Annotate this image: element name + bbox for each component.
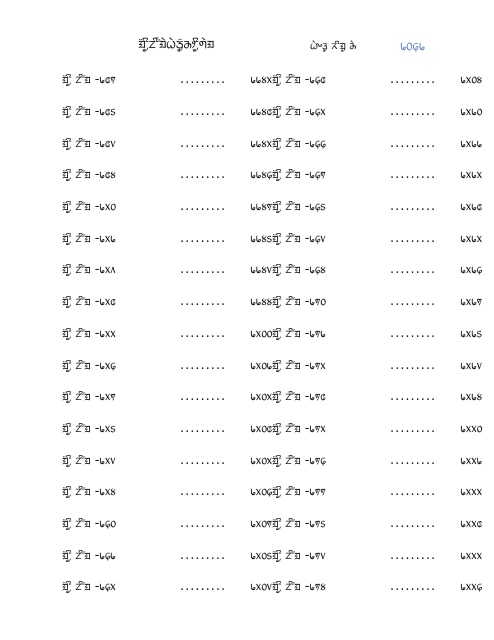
index-entry [272, 381, 482, 413]
entry-leader: ......... [180, 104, 227, 120]
entry-name: ᤀᤡᤢ᤺ ᤁᤡ᤺ᤀ -᥇᥏᥌ [272, 452, 326, 468]
entry-page: ᥇᥇᥍᥊ [250, 72, 272, 88]
entry-page: ᥇᥊᥇᥆ [460, 104, 482, 120]
entry-name: ᤀᤡᤢ᤺ ᤁᤡ᤺ᤀ -᥇᥌᥊ [272, 104, 326, 120]
entry-name: ᤀᤡᤢ᤺ ᤁᤡ᤺ᤀ -᥇᥌᥍ [272, 262, 326, 278]
entry-leader: ......... [390, 325, 437, 341]
entry-leader: ......... [180, 484, 227, 500]
entry-page: ᥇᥊᥊᥊ [460, 547, 482, 563]
index-entry [272, 476, 482, 508]
entry-name: ᤀᤡᤢ᤺ ᤁᤡ᤺ᤀ -᥇᥊᥎ [62, 452, 116, 468]
entry-name: ᤀᤡᤢ᤺ ᤁᤡ᤺ᤀ -᥇᥏᥇ [272, 325, 326, 341]
index-entry [272, 286, 482, 318]
entry-page: ᥇᥊᥇᥍ [460, 389, 482, 405]
index-entry [272, 413, 482, 445]
entry-page: ᥇᥊᥊᥊ [460, 484, 482, 500]
index-entry [62, 571, 272, 603]
entry-name: ᤀᤡᤢ᤺ ᤁᤡ᤺ᤀ -᥇᥊᥆ [62, 199, 116, 215]
entry-page: ᥇᥊᥊᥋ [460, 515, 482, 531]
index-column-right [272, 64, 482, 603]
entry-page: ᥇᥇᥍᥉ [250, 230, 272, 246]
entry-page: ᥇᥊᥇᥉ [460, 325, 482, 341]
entry-page: ᥇᥊᥊᥆ [460, 420, 482, 436]
index-entry [272, 159, 482, 191]
page-title: ᤀᤡᤢ᤺ᤁᤡ᤺᤺ᤀᤧᤐᤧᤍᤢ᤺ᤌᤣᤡᤢᤛᤧᤀ [138, 34, 215, 52]
index-entry [272, 508, 482, 540]
entry-page: ᥇᥇᥍᥎ [250, 262, 272, 278]
index-entry [272, 64, 482, 96]
entry-page: ᥇᥇᥍᥋ [250, 104, 272, 120]
entry-page: ᥇᥊᥆᥊ [250, 389, 272, 405]
entry-page: ᥇᥇᥍᥊ [250, 135, 272, 151]
index-entry [62, 96, 272, 128]
entry-name: ᤀᤡᤢ᤺ ᤁᤡ᤺ᤀ -᥇᥊᥇ [62, 230, 116, 246]
entry-leader: ......... [180, 420, 227, 436]
index-entry [62, 508, 272, 540]
entry-leader: ......... [390, 420, 437, 436]
page-number-label: ᤐᤧᤴᤋᤢ ᤖᤡᤀᤢ ᤌᤧ [310, 38, 357, 52]
entry-name: ᤀᤡᤢ᤺ ᤁᤡ᤺ᤀ -᥇᥋᥉ [62, 104, 116, 120]
index-entry [272, 571, 482, 603]
entry-name: ᤀᤡᤢ᤺ ᤁᤡ᤺ᤀ -᥇᥊᥊ [62, 325, 116, 341]
entry-page: ᥇᥊᥆᥆ [250, 325, 272, 341]
index-entry [272, 96, 482, 128]
entry-leader: ......... [180, 262, 227, 278]
entry-leader: ......... [180, 452, 227, 468]
entry-page: ᥇᥊᥆᥋ [250, 420, 272, 436]
index-entry [62, 413, 272, 445]
entry-leader: ......... [390, 167, 437, 183]
entry-name: ᤀᤡᤢ᤺ ᤁᤡ᤺ᤀ -᥇᥋᥎ [62, 135, 116, 151]
index-column-left [62, 64, 272, 603]
entry-page: ᥇᥊᥆᥏ [250, 515, 272, 531]
index-entry [62, 254, 272, 286]
entry-name: ᤀᤡᤢ᤺ ᤁᤡ᤺ᤀ -᥇᥌᥇ [62, 547, 116, 563]
entry-name: ᤀᤡᤢ᤺ ᤁᤡ᤺ᤀ -᥇᥌᥉ [272, 199, 326, 215]
index-entry [62, 159, 272, 191]
entry-name: ᤀᤡᤢ᤺ ᤁᤡ᤺ᤀ -᥇᥊᥍ [62, 484, 116, 500]
entry-leader: ......... [180, 357, 227, 373]
index-entry [272, 349, 482, 381]
entry-page: ᥇᥊᥇᥏ [460, 294, 482, 310]
index-entry [62, 127, 272, 159]
index-entry [272, 222, 482, 254]
entry-name: ᤀᤡᤢ᤺ ᤁᤡ᤺ᤀ -᥇᥊᥌ [62, 357, 116, 373]
entry-name: ᤀᤡᤢ᤺ ᤁᤡ᤺ᤀ -᥇᥌᥎ [272, 230, 326, 246]
index-entry [272, 444, 482, 476]
index-entry [62, 191, 272, 223]
entry-leader: ......... [390, 72, 437, 88]
entry-name: ᤀᤡᤢ᤺ ᤁᤡ᤺ᤀ -᥇᥌᥊ [62, 579, 116, 595]
index-entry [62, 318, 272, 350]
index-entry [62, 286, 272, 318]
entry-leader: ......... [390, 135, 437, 151]
index-entry [62, 444, 272, 476]
entry-leader: ......... [390, 452, 437, 468]
entry-leader: ......... [390, 389, 437, 405]
entry-page: ᥇᥊᥇᥎ [460, 357, 482, 373]
entry-name: ᤀᤡᤢ᤺ ᤁᤡ᤺ᤀ -᥇᥋᥏ [62, 72, 116, 88]
entry-leader: ......... [390, 262, 437, 278]
entry-leader: ......... [180, 135, 227, 151]
entry-name: ᤀᤡᤢ᤺ ᤁᤡ᤺ᤀ -᥇᥏᥉ [272, 515, 326, 531]
entry-name: ᤀᤡᤢ᤺ ᤁᤡ᤺ᤀ -᥇᥌᥌ [272, 135, 326, 151]
entry-leader: ......... [180, 72, 227, 88]
entry-page: ᥇᥊᥆᥊ [250, 452, 272, 468]
entry-name: ᤀᤡᤢ᤺ ᤁᤡ᤺ᤀ -᥇᥏᥎ [272, 547, 326, 563]
entry-name: ᤀᤡᤢ᤺ ᤁᤡ᤺ᤀ -᥇᥏᥋ [272, 389, 326, 405]
entry-leader: ......... [180, 294, 227, 310]
entry-name: ᤀᤡᤢ᤺ ᤁᤡ᤺ᤀ -᥇᥏᥏ [272, 484, 326, 500]
entry-page: ᥇᥊᥆᥌ [250, 484, 272, 500]
entry-page: ᥇᥊᥇᥊ [460, 230, 482, 246]
entry-page: ᥇᥇᥍᥍ [250, 294, 272, 310]
index-entry [62, 64, 272, 96]
index-entry [62, 381, 272, 413]
entry-leader: ......... [390, 547, 437, 563]
entry-page: ᥇᥊᥊᥇ [460, 452, 482, 468]
entry-name: ᤀᤡᤢ᤺ ᤁᤡ᤺ᤀ -᥇᥌᥏ [272, 167, 326, 183]
entry-page: ᥇᥊᥆᥉ [250, 547, 272, 563]
entry-name: ᤀᤡᤢ᤺ ᤁᤡ᤺ᤀ -᥇᥏᥊ [272, 420, 326, 436]
page-number: ᥇᥆᥌᥇ [400, 36, 425, 54]
entry-leader: ......... [390, 294, 437, 310]
entry-leader: ......... [390, 230, 437, 246]
index-entry [272, 539, 482, 571]
entry-page: ᥇᥊᥆᥇ [250, 357, 272, 373]
index-entry [272, 254, 482, 286]
index-entry [272, 127, 482, 159]
entry-leader: ......... [390, 579, 437, 595]
entry-page: ᥇᥊᥆᥍ [460, 72, 482, 88]
entry-page: ᥇᥇᥍᥏ [250, 199, 272, 215]
entry-name: ᤀᤡᤢ᤺ ᤁᤡ᤺ᤀ -᥇᥊᥉ [62, 420, 116, 436]
entry-leader: ......... [180, 167, 227, 183]
index-entry [62, 349, 272, 381]
entry-leader: ......... [180, 325, 227, 341]
entry-page: ᥇᥊᥇᥇ [460, 135, 482, 151]
entry-leader: ......... [390, 515, 437, 531]
index-entry [62, 222, 272, 254]
entry-name: ᤀᤡᤢ᤺ ᤁᤡ᤺ᤀ -᥇᥏᥍ [272, 579, 326, 595]
entry-name: ᤀᤡᤢ᤺ ᤁᤡ᤺ᤀ -᥇᥊᥏ [62, 389, 116, 405]
entry-leader: ......... [390, 484, 437, 500]
entry-name: ᤀᤡᤢ᤺ ᤁᤡ᤺ᤀ -᥇᥏᥆ [272, 294, 326, 310]
entry-page: ᥇᥊᥇᥋ [460, 199, 482, 215]
entry-leader: ......... [180, 547, 227, 563]
entry-name: ᤀᤡᤢ᤺ ᤁᤡ᤺ᤀ -᥇᥏᥊ [272, 357, 326, 373]
index-entry [62, 539, 272, 571]
entry-leader: ......... [180, 515, 227, 531]
entry-page: ᥇᥊᥆᥎ [250, 579, 272, 595]
entry-page: ᥇᥊᥇᥊ [460, 167, 482, 183]
index-entry [272, 191, 482, 223]
entry-leader: ......... [180, 389, 227, 405]
entry-leader: ......... [180, 199, 227, 215]
entry-leader: ......... [180, 230, 227, 246]
entry-leader: ......... [180, 579, 227, 595]
entry-page: ᥇᥊᥊᥌ [460, 579, 482, 595]
entry-leader: ......... [390, 357, 437, 373]
entry-name: ᤀᤡᤢ᤺ ᤁᤡ᤺ᤀ -᥇᥌᥆ [62, 515, 116, 531]
index-entry [62, 476, 272, 508]
entry-name: ᤀᤡᤢ᤺ ᤁᤡ᤺ᤀ -᥇᥋᥍ [62, 167, 116, 183]
entry-page: ᥇᥇᥍᥌ [250, 167, 272, 183]
entry-page: ᥇᥊᥇᥌ [460, 262, 482, 278]
entry-name: ᤀᤡᤢ᤺ ᤁᤡ᤺ᤀ -᥇᥊᥈ [62, 262, 116, 278]
entry-name: ᤀᤡᤢ᤺ ᤁᤡ᤺ᤀ -᥇᥊᥋ [62, 294, 116, 310]
entry-name: ᤀᤡᤢ᤺ ᤁᤡ᤺ᤀ -᥇᥌᥋ [272, 72, 326, 88]
index-entry [272, 318, 482, 350]
entry-leader: ......... [390, 199, 437, 215]
entry-leader: ......... [390, 104, 437, 120]
